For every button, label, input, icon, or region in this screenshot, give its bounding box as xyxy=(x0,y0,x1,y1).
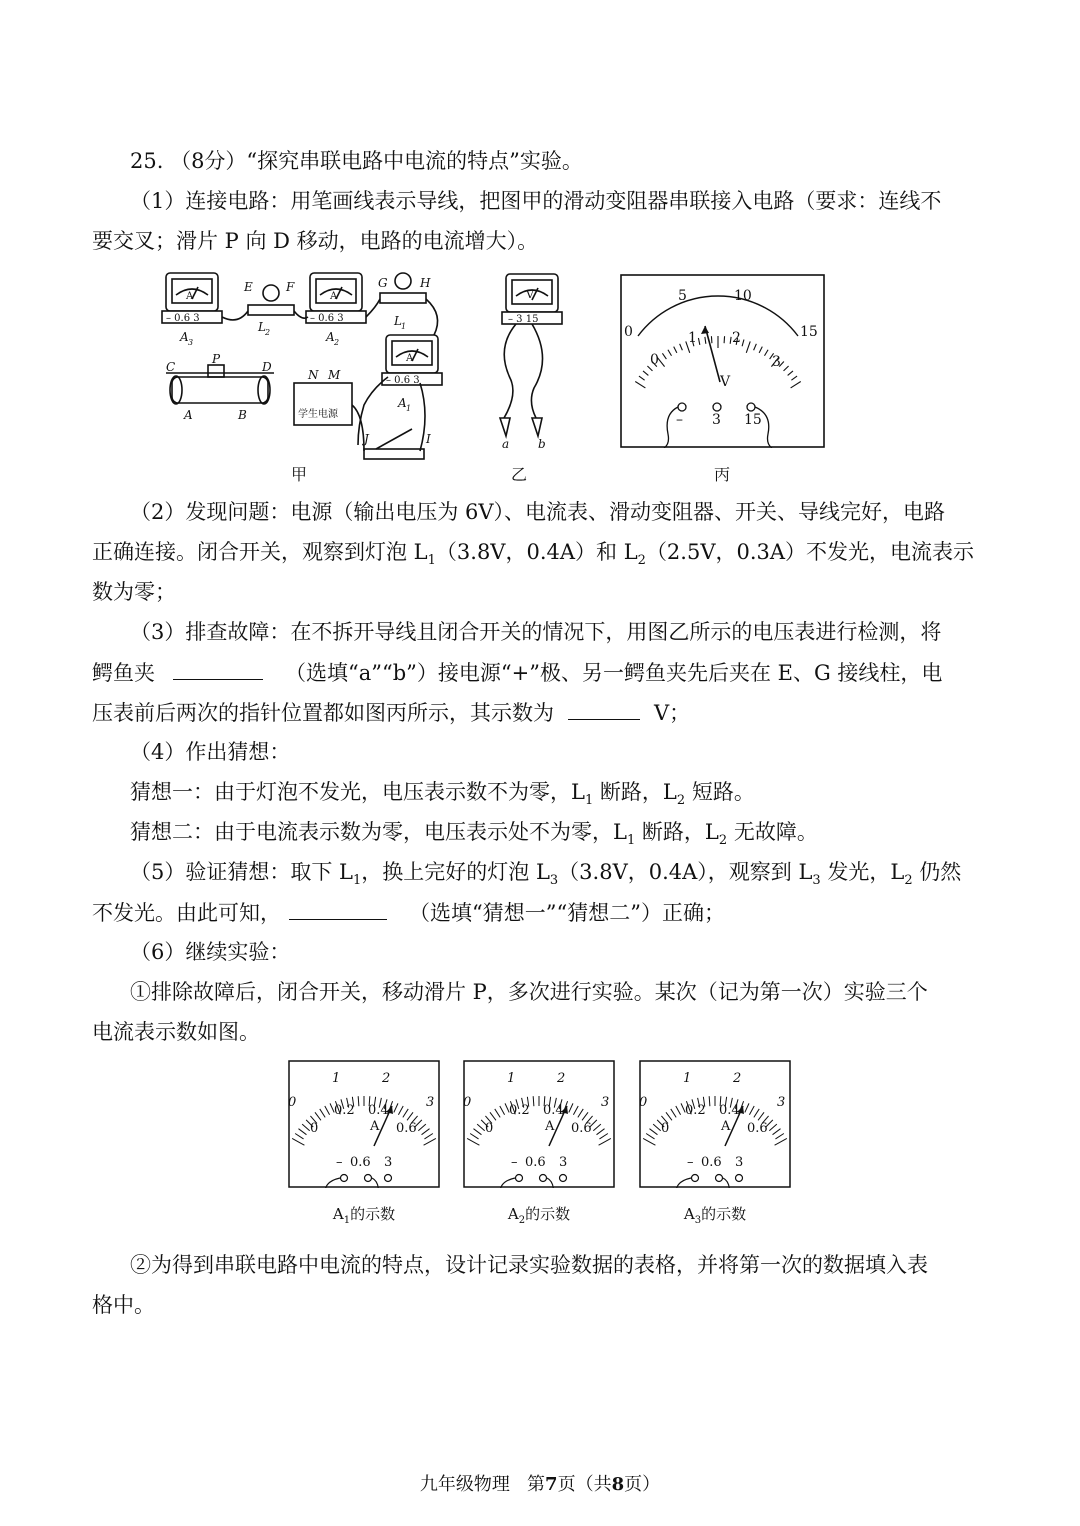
part3-line3: 压表前后两次的指针位置都如图丙所示，其示数为 V； xyxy=(92,697,690,728)
a-bot-3: 0.6 xyxy=(571,1121,592,1136)
svg-text:A: A xyxy=(398,396,407,410)
svg-text:G: G xyxy=(378,276,388,290)
svg-text:D: D xyxy=(262,360,272,374)
a-top-0: 0 xyxy=(463,1095,472,1110)
a-top-0: 0 xyxy=(288,1095,297,1110)
caption-bing: 丙 xyxy=(713,465,730,484)
svg-text:A: A xyxy=(330,291,338,302)
part1-line1: （1）连接电路：用笔画线表示导线，把图甲的滑动变阻器串联接入电路（要求：连线不 xyxy=(130,189,942,213)
a-unit: A xyxy=(545,1119,555,1134)
svg-text:A: A xyxy=(406,353,414,364)
a-top-2: 2 xyxy=(382,1071,391,1086)
footer-page-number: 7 xyxy=(545,1474,558,1495)
part3-line2: 鳄鱼夹 （选填“a”“b”）接电源“+”极、另一鳄鱼夹先后夹在 E、G 接线柱，电 xyxy=(92,657,942,688)
a-term-06: 0.6 xyxy=(525,1155,546,1170)
a-bot-3: 0.6 xyxy=(396,1121,417,1136)
part1-line2: 要交叉；滑片 P 向 D 移动，电路的电流增大）。 xyxy=(92,229,539,253)
a-top-3: 3 xyxy=(777,1095,786,1110)
a-bot-1: 0.2 xyxy=(334,1103,355,1118)
guess2-line: 猜想二：由于电流表示数为零，电压表示处不为零，$L_1$ 断路，$L_2$ 无故障。 xyxy=(130,820,818,849)
caption-yi: 乙 xyxy=(510,465,527,484)
a-bot-2: 0.4 xyxy=(543,1103,564,1118)
a-top-1: 1 xyxy=(332,1071,341,1086)
v-bot-1: 1 xyxy=(688,330,697,346)
part6-1-line1: ①排除故障后，闭合开关，移动滑片 P，多次进行实验。某次（记为第一次）实验三个 xyxy=(130,980,928,1004)
v-term-neg: – xyxy=(676,412,683,428)
clip-a-label: a xyxy=(502,437,510,451)
ammeter-caption-name: A xyxy=(683,1205,695,1223)
v-bot-3: 3 xyxy=(772,354,781,370)
question-title: 25. （8分）“探究串联电路中电流的特点”实验。 xyxy=(130,149,583,173)
v-top-0: 0 xyxy=(624,324,633,340)
part3-line1: （3）排查故障：在不拆开导线且闭合开关的情况下，用图乙所示的电压表进行检测，将 xyxy=(130,620,942,644)
a-term-06: 0.6 xyxy=(350,1155,371,1170)
figure-bing-voltmeter-dial xyxy=(620,274,825,448)
svg-text:2: 2 xyxy=(265,328,271,337)
ammeter-caption-3 xyxy=(665,1203,765,1226)
a-bot-0: 0 xyxy=(485,1121,494,1136)
v-term-3: 3 xyxy=(712,412,721,428)
a-top-3: 3 xyxy=(601,1095,610,1110)
a-term-3: 3 xyxy=(735,1155,744,1170)
part6-2-line2: 格中。 xyxy=(92,1293,155,1317)
ammeter-caption-sub: 1 xyxy=(343,1215,351,1226)
svg-text:F: F xyxy=(286,280,295,294)
answer-blank-guess[interactable] xyxy=(289,897,387,920)
a-bot-3: 0.6 xyxy=(747,1121,768,1136)
ammeter-caption-sub: 3 xyxy=(694,1215,702,1226)
svg-text:E: E xyxy=(244,280,253,294)
ammeter-tick xyxy=(533,1096,534,1106)
svg-text:I: I xyxy=(426,432,431,446)
a-term-neg: – xyxy=(511,1155,518,1170)
svg-text:M: M xyxy=(328,368,341,382)
answer-blank-clip[interactable] xyxy=(173,657,263,680)
v-top-15: 15 xyxy=(800,324,818,340)
part2-line1: （2）发现问题：电源（输出电压为 6V）、电流表、滑动变阻器、开关、导线完好，电路 xyxy=(130,500,946,524)
v-bot-0: 0 xyxy=(650,352,659,368)
v-unit: V xyxy=(720,374,731,390)
svg-text:A: A xyxy=(326,330,335,344)
svg-text:B: B xyxy=(238,408,247,422)
svg-text:L: L xyxy=(394,314,402,328)
svg-text:H: H xyxy=(420,276,431,290)
v-top-5: 5 xyxy=(678,288,687,304)
figure-jia-circuit xyxy=(158,265,448,485)
a-top-2: 2 xyxy=(557,1071,566,1086)
a-bot-2: 0.4 xyxy=(368,1103,389,1118)
ammeter-dial-1 xyxy=(288,1060,440,1188)
page-footer: 九年级物理 第7页（共8页） xyxy=(419,1474,661,1495)
a-term-neg: – xyxy=(336,1155,343,1170)
v-bot-2: 2 xyxy=(732,330,741,346)
part6-1-line2: 电流表示数如图。 xyxy=(92,1020,260,1044)
a-term-3: 3 xyxy=(559,1155,568,1170)
power-supply-label: 学生电源 xyxy=(298,409,338,420)
footer-subject: 九年级物理 xyxy=(419,1474,510,1495)
svg-text:1: 1 xyxy=(401,322,407,331)
svg-text:P: P xyxy=(212,352,221,366)
a-bot-2: 0.4 xyxy=(719,1103,740,1118)
a-top-1: 1 xyxy=(507,1071,516,1086)
ammeter-tick xyxy=(709,1096,710,1106)
ammeter-caption-name: A xyxy=(507,1205,519,1223)
svg-text:A: A xyxy=(184,408,193,422)
a-term-06: 0.6 xyxy=(701,1155,722,1170)
caption-jia: 甲 xyxy=(290,465,307,484)
a-top-3: 3 xyxy=(426,1095,435,1110)
a-bot-1: 0.2 xyxy=(509,1103,530,1118)
a-bot-1: 0.2 xyxy=(685,1103,706,1118)
ammeter-caption-2 xyxy=(489,1203,589,1226)
a-unit: A xyxy=(370,1119,380,1134)
svg-text:C: C xyxy=(166,360,176,374)
ammeter-caption-text: 的示数 xyxy=(350,1205,396,1223)
part5-line2: 不发光。由此可知， （选填“猜想一”“猜想二”）正确； xyxy=(92,897,725,928)
svg-text:V: V xyxy=(526,288,534,301)
ammeter-caption-name: A xyxy=(332,1205,344,1223)
a-top-2: 2 xyxy=(733,1071,742,1086)
part4-line: （4）作出猜想： xyxy=(130,740,291,764)
a-top-0: 0 xyxy=(639,1095,648,1110)
ammeter-dial-2 xyxy=(463,1060,615,1188)
svg-text:1: 1 xyxy=(406,404,412,413)
svg-text:N: N xyxy=(308,368,319,382)
part6-2-line1: ②为得到串联电路中电流的特点，设计记录实验数据的表格，并将第一次的数据填入表 xyxy=(130,1253,928,1277)
ammeter-caption-sub: 2 xyxy=(518,1215,526,1226)
ammeter-caption-1 xyxy=(314,1203,414,1226)
a-term-neg: – xyxy=(687,1155,694,1170)
part6-line: （6）继续实验： xyxy=(130,940,291,964)
part5-line1: （5）验证猜想：取下 $L_1$，换上完好的灯泡 $L_3(3.8V$，0.4A），观察到 $L_3$ 发光，$L_2$ 仍然 xyxy=(130,860,962,889)
v-term-15: 15 xyxy=(744,412,762,428)
a-bot-0: 0 xyxy=(310,1121,319,1136)
ammeter-tick xyxy=(358,1096,359,1106)
footer-page-total: 8 xyxy=(611,1474,625,1495)
ammeter-caption-text: 的示数 xyxy=(701,1205,747,1223)
svg-text:– 0.6 3: – 0.6 3 xyxy=(310,313,344,324)
label-A3: A xyxy=(180,330,189,344)
v-top-10: 10 xyxy=(734,288,752,304)
svg-text:A: A xyxy=(186,291,194,302)
svg-text:3: 3 xyxy=(188,338,194,347)
figure-yi-voltmeter xyxy=(488,268,578,453)
svg-text:J: J xyxy=(364,432,369,446)
ammeter-dial-3 xyxy=(639,1060,791,1188)
svg-text:– 0.6 3: – 0.6 3 xyxy=(166,313,200,324)
part2-line3: 数为零； xyxy=(92,580,176,604)
part2-line2: 正确连接。闭合开关，观察到灯泡 $L_1(3.8V$，0.4A）和 $L_2(2.5V$，0.3A）不发光，电流表示 xyxy=(92,540,975,569)
a-term-3: 3 xyxy=(384,1155,393,1170)
ammeter-caption-text: 的示数 xyxy=(525,1205,571,1223)
clip-b-label: b xyxy=(538,437,546,451)
a-bot-0: 0 xyxy=(661,1121,670,1136)
svg-text:– 3 15: – 3 15 xyxy=(508,314,539,325)
svg-text:– 0.6 3: – 0.6 3 xyxy=(386,375,420,386)
guess1-line: 猜想一：由于灯泡不发光，电压表示数不为零，$L_1$ 断路，$L_2$ 短路。 xyxy=(130,780,755,809)
svg-text:2: 2 xyxy=(334,338,340,347)
answer-blank-voltage[interactable] xyxy=(568,697,640,720)
a-top-1: 1 xyxy=(683,1071,692,1086)
a-unit: A xyxy=(721,1119,731,1134)
svg-text:L: L xyxy=(258,320,266,334)
